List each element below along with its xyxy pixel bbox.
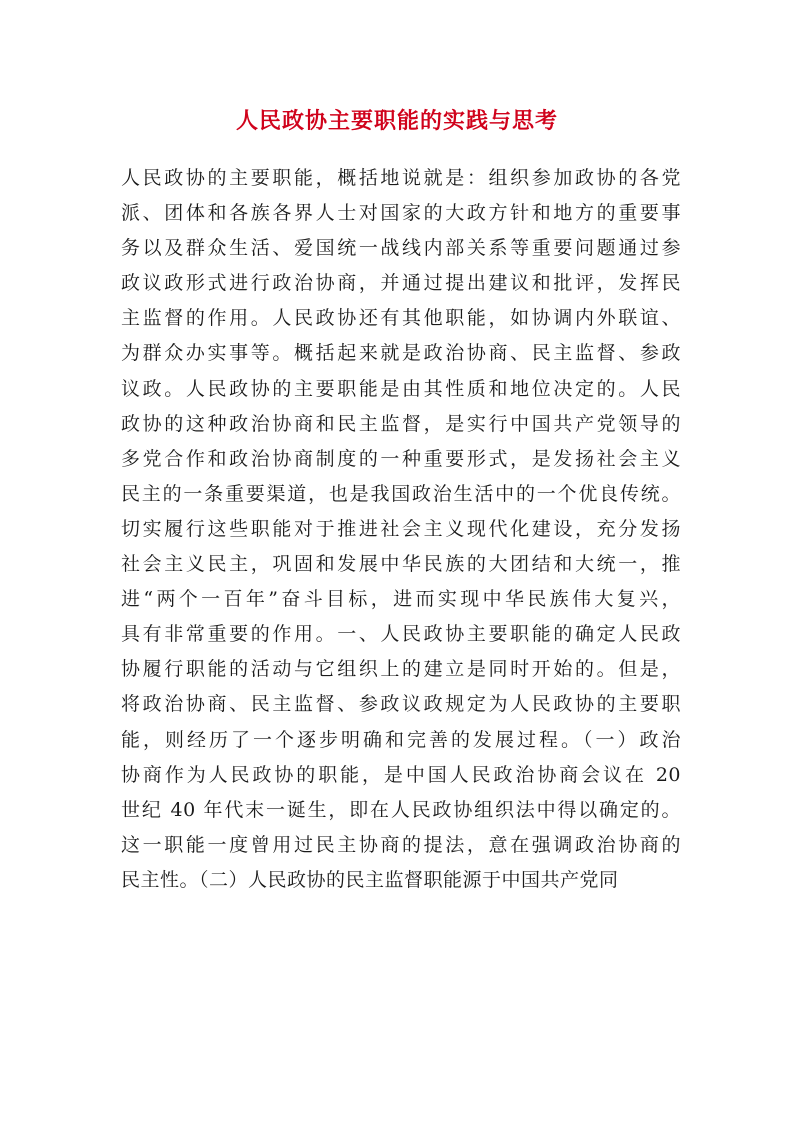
- body-line: 主监督的作用。人民政协还有其他职能，如协调内外联谊、: [121, 307, 681, 330]
- body-line: 政协的这种政治协商和民主监督，是实行中国共产党领导的: [121, 412, 681, 435]
- body-line: 切实履行这些职能对于推进社会主义现代化建设，充分发扬: [121, 517, 681, 540]
- body-line: 派、团体和各族各界人士对国家的大政方针和地方的重要事: [121, 202, 681, 225]
- document-title: 人民政协主要职能的实践与思考: [235, 108, 558, 134]
- body-line: 政议政形式进行政治协商，并通过提出建议和批评，发挥民: [121, 272, 681, 295]
- body-line: 具有非常重要的作用。一、人民政协主要职能的确定人民政: [121, 623, 681, 646]
- body-line: 人民政协的主要职能，概括地说就是：组织参加政协的各党: [121, 167, 681, 189]
- document-body: [121, 161, 681, 898]
- body-line: 将政治协商、民主监督、参政议政规定为人民政协的主要职: [121, 693, 681, 716]
- body-line: 进“两个一百年”奋斗目标，进而实现中华民族伟大复兴，: [121, 588, 681, 611]
- body-line: 民主的一条重要渠道，也是我国政治生活中的一个优良传统。: [121, 482, 681, 505]
- body-line: 社会主义民主，巩固和发展中华民族的大团结和大统一，推: [121, 553, 681, 576]
- body-line: 务以及群众生活、爱国统一战线内部关系等重要问题通过参: [121, 237, 681, 260]
- body-line: 世纪 40 年代末一诞生，即在人民政协组织法中得以确定的。: [121, 798, 681, 821]
- body-line: 能，则经历了一个逐步明确和完善的发展过程。（一）政治: [121, 728, 681, 751]
- body-line: 为群众办实事等。概括起来就是政治协商、民主监督、参政: [121, 342, 681, 365]
- body-line: 民主性。（二）人民政协的民主监督职能源于中国共产党同: [121, 868, 619, 891]
- body-line: 协商作为人民政协的职能，是中国人民政治协商会议在 20: [121, 763, 681, 786]
- body-line: 议政。人民政协的主要职能是由其性质和地位决定的。人民: [121, 377, 681, 400]
- body-line: 协履行职能的活动与它组织上的建立是同时开始的。但是，: [121, 658, 681, 681]
- body-line: 多党合作和政治协商制度的一种重要形式，是发扬社会主义: [121, 447, 681, 470]
- body-line: 这一职能一度曾用过民主协商的提法，意在强调政治协商的: [121, 833, 681, 856]
